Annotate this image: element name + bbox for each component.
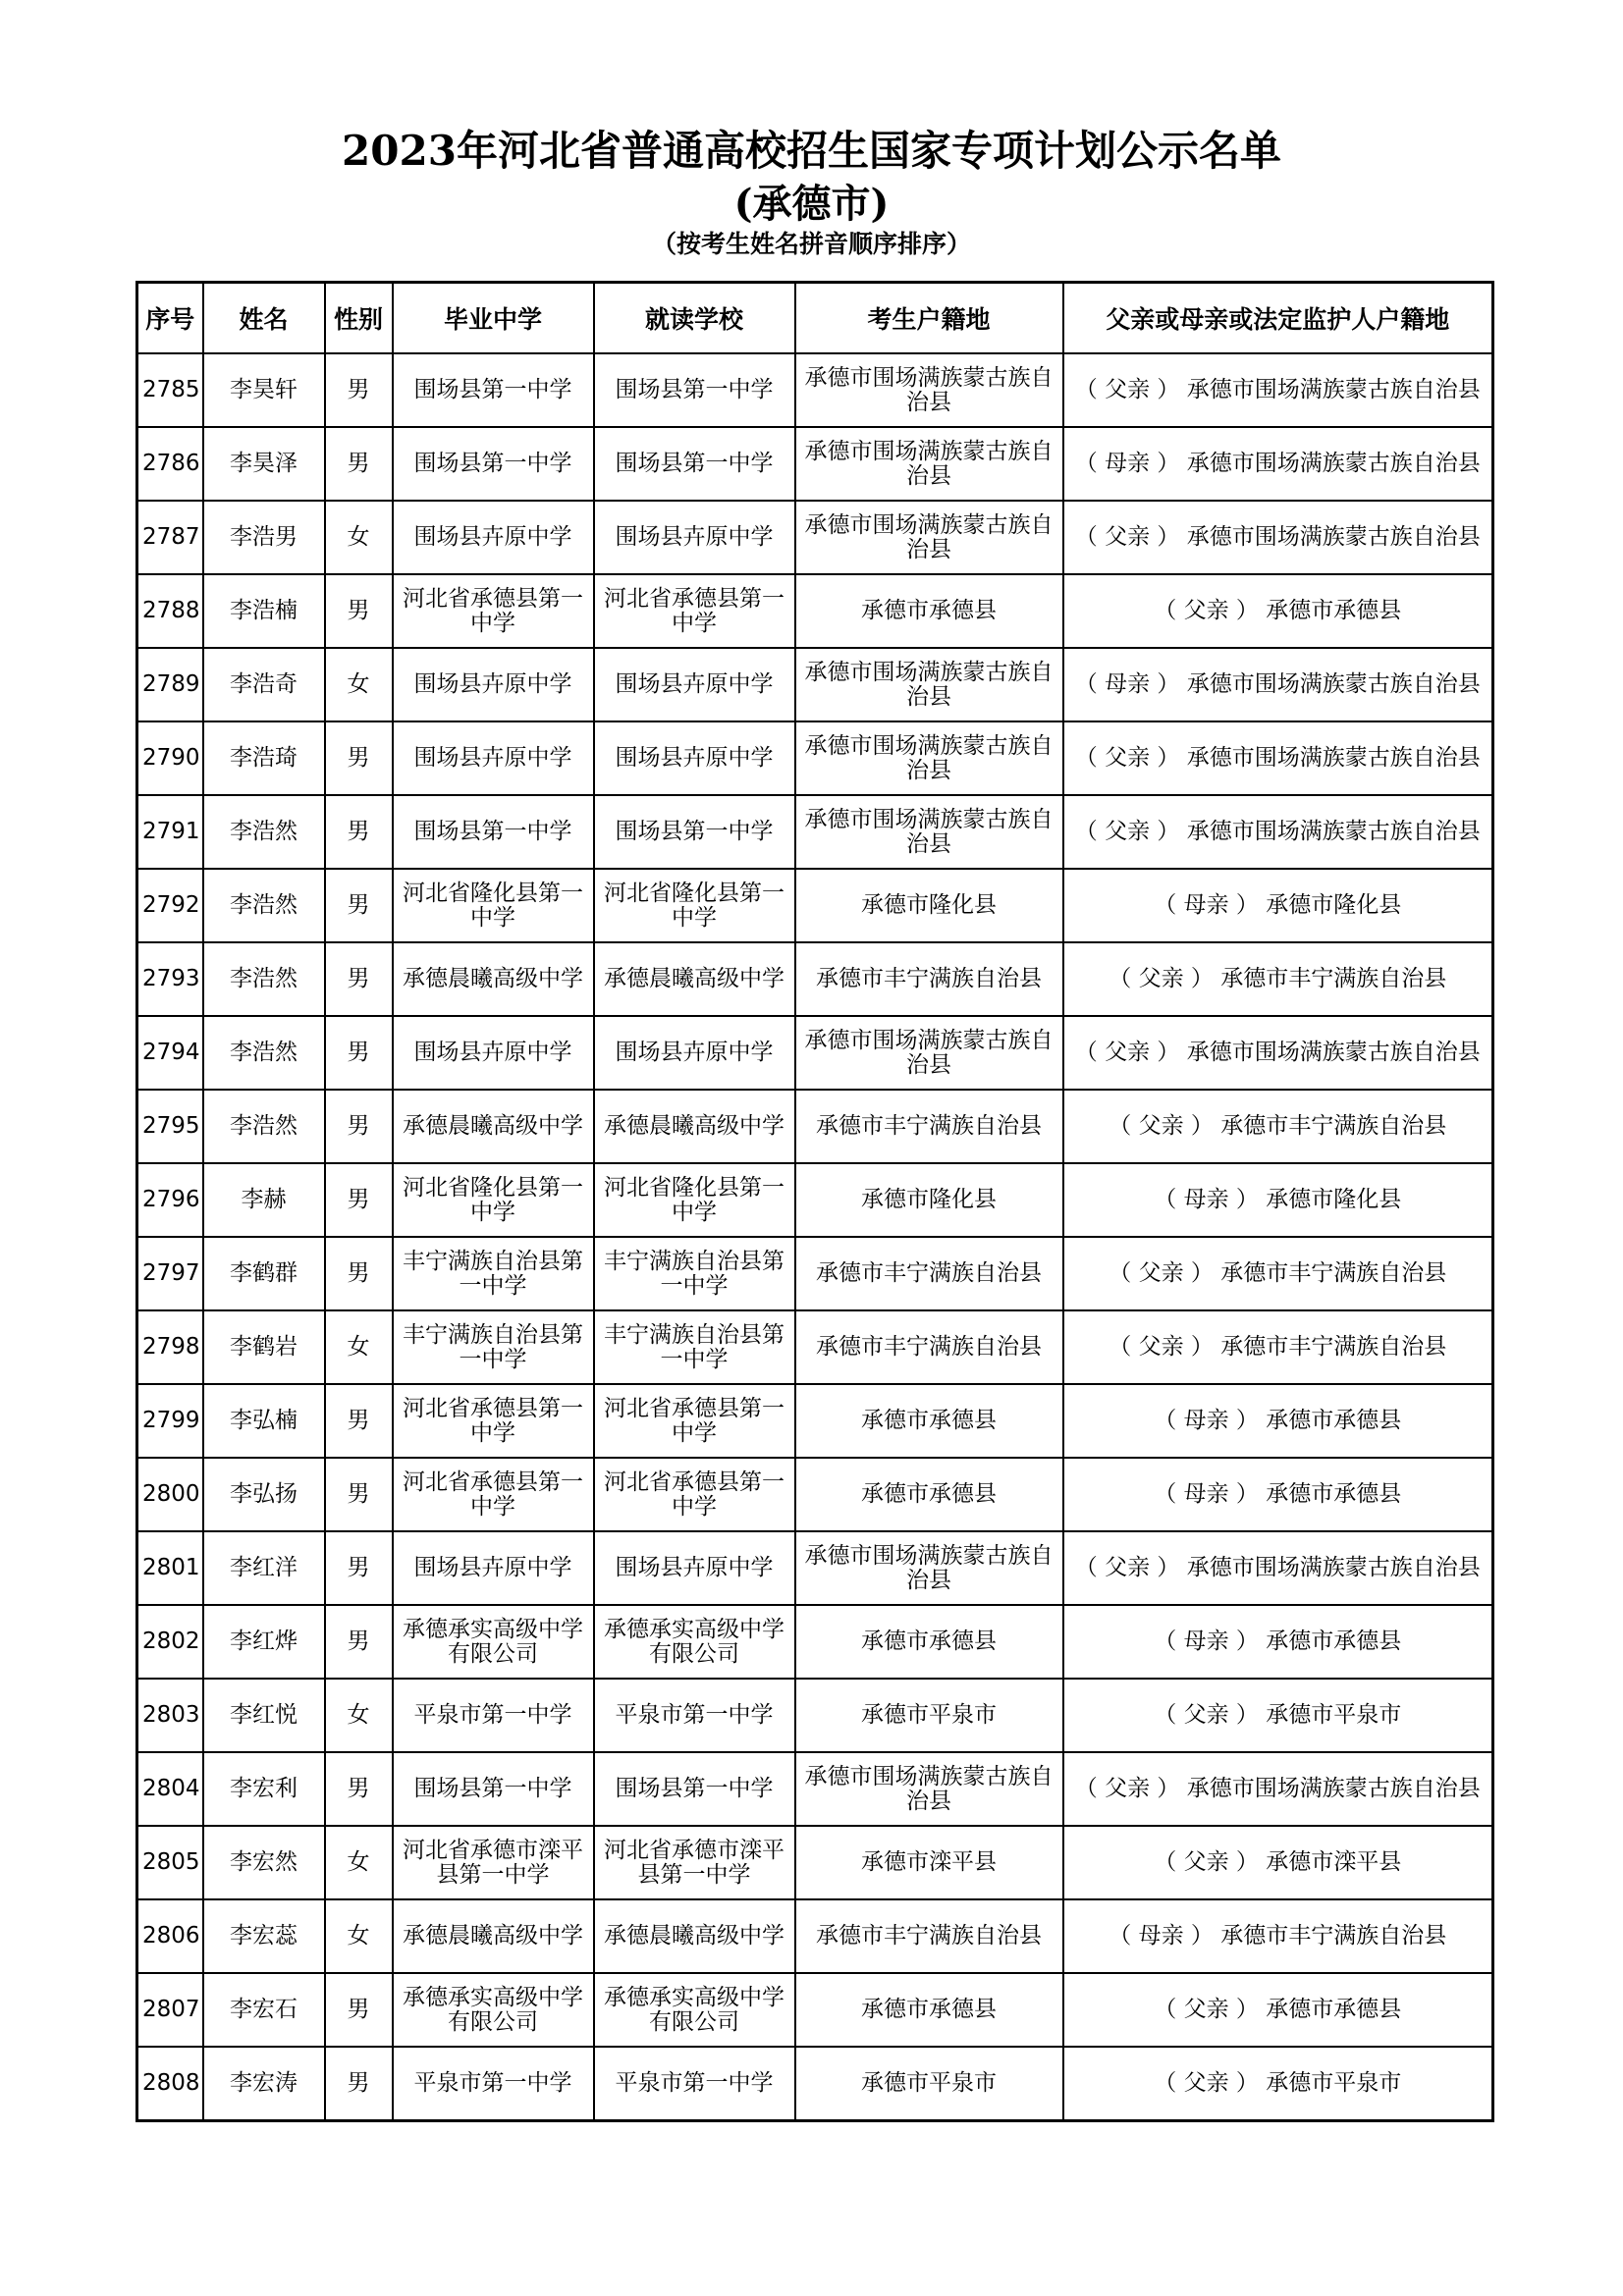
grad-school-cell: 河北省承德县第一中学 [393, 1458, 594, 1531]
parent-hukou-cell [1063, 1163, 1493, 1237]
table-row [137, 1531, 1493, 1605]
school-cell: 河北省隆化县第一中学 [594, 1163, 795, 1237]
parent-hukou-cell [1063, 1016, 1493, 1090]
parent-hukou-text: 承德市承德县 [1266, 1481, 1402, 1507]
gender-cell: 男 [325, 869, 393, 942]
seq-cell: 2786 [137, 427, 203, 501]
table-body [137, 353, 1493, 2121]
seq-cell: 2795 [137, 1090, 203, 1163]
parent-hukou-cell [1063, 1752, 1493, 1826]
seq-cell: 2796 [137, 1163, 203, 1237]
grad-school-cell: 承德承实高级中学有限公司 [393, 1973, 594, 2047]
relation-label: （ 母亲 ） [1109, 1923, 1214, 1949]
relation-label: （ 母亲 ） [1154, 1629, 1259, 1654]
grad-school-cell: 平泉市第一中学 [393, 1679, 594, 1752]
school-cell: 围场县卉原中学 [594, 501, 795, 574]
grad-school-cell: 承德晨曦高级中学 [393, 1090, 594, 1163]
col-header-gender: 性别 [325, 283, 393, 354]
parent-hukou-cell [1063, 1899, 1493, 1973]
name-cell: 李浩琦 [203, 721, 325, 795]
sort-note: （按考生姓名拼音顺序排序） [651, 230, 971, 258]
hukou-cell: 承德市平泉市 [795, 2047, 1063, 2121]
parent-hukou-cell [1063, 648, 1493, 721]
name-cell: 李浩然 [203, 942, 325, 1016]
table-row [137, 721, 1493, 795]
table-row [137, 1090, 1493, 1163]
seq-cell: 2794 [137, 1016, 203, 1090]
name-cell: 李鹤群 [203, 1237, 325, 1310]
school-cell: 丰宁满族自治县第一中学 [594, 1310, 795, 1384]
parent-hukou-cell [1063, 574, 1493, 648]
seq-cell: 2805 [137, 1826, 203, 1899]
parent-hukou-text: 承德市围场满族蒙古族自治县 [1186, 1776, 1481, 1801]
name-cell: 李宏蕊 [203, 1899, 325, 1973]
parent-hukou-text: 承德市丰宁满族自治县 [1220, 1923, 1447, 1949]
table-row [137, 501, 1493, 574]
name-cell: 李赫 [203, 1163, 325, 1237]
parent-hukou-cell [1063, 1679, 1493, 1752]
seq-cell: 2793 [137, 942, 203, 1016]
school-cell: 承德晨曦高级中学 [594, 1899, 795, 1973]
relation-label: （ 父亲 ） [1109, 1260, 1214, 1286]
parent-hukou-cell [1063, 501, 1493, 574]
name-cell: 李浩奇 [203, 648, 325, 721]
relation-label: （ 母亲 ） [1074, 671, 1180, 697]
school-cell: 承德晨曦高级中学 [594, 1090, 795, 1163]
parent-hukou-text: 承德市平泉市 [1266, 1702, 1402, 1728]
grad-school-cell: 围场县卉原中学 [393, 1016, 594, 1090]
seq-cell: 2789 [137, 648, 203, 721]
table-row [137, 1163, 1493, 1237]
name-cell: 李红洋 [203, 1531, 325, 1605]
parent-hukou-text: 承德市滦平县 [1266, 1849, 1402, 1875]
table-row [137, 1016, 1493, 1090]
relation-label: （ 父亲 ） [1074, 1555, 1180, 1580]
hukou-cell: 承德市承德县 [795, 574, 1063, 648]
parent-hukou-cell [1063, 942, 1493, 1016]
school-cell: 平泉市第一中学 [594, 2047, 795, 2121]
gender-cell: 男 [325, 1163, 393, 1237]
hukou-cell: 承德市承德县 [795, 1973, 1063, 2047]
name-cell: 李弘扬 [203, 1458, 325, 1531]
school-cell: 承德承实高级中学有限公司 [594, 1605, 795, 1679]
relation-label: （ 父亲 ） [1109, 1113, 1214, 1139]
grad-school-cell: 平泉市第一中学 [393, 2047, 594, 2121]
gender-cell: 女 [325, 1826, 393, 1899]
name-cell: 李宏然 [203, 1826, 325, 1899]
parent-hukou-text: 承德市丰宁满族自治县 [1220, 1334, 1447, 1360]
relation-label: （ 母亲 ） [1074, 451, 1180, 476]
school-cell: 承德承实高级中学有限公司 [594, 1973, 795, 2047]
school-cell: 围场县第一中学 [594, 427, 795, 501]
gender-cell: 男 [325, 795, 393, 869]
table-row [137, 427, 1493, 501]
name-cell: 李浩楠 [203, 574, 325, 648]
seq-cell: 2802 [137, 1605, 203, 1679]
hukou-cell: 承德市围场满族蒙古族自治县 [795, 795, 1063, 869]
col-header-grad-school: 毕业中学 [393, 283, 594, 354]
gender-cell: 男 [325, 1237, 393, 1310]
hukou-cell: 承德市围场满族蒙古族自治县 [795, 1752, 1063, 1826]
seq-cell: 2790 [137, 721, 203, 795]
parent-hukou-cell [1063, 1458, 1493, 1531]
name-cell: 李红悦 [203, 1679, 325, 1752]
grad-school-cell: 围场县第一中学 [393, 795, 594, 869]
school-cell: 河北省承德市滦平县第一中学 [594, 1826, 795, 1899]
parent-hukou-text: 承德市承德县 [1266, 598, 1402, 623]
parent-hukou-cell [1063, 1605, 1493, 1679]
relation-label: （ 父亲 ） [1154, 2070, 1259, 2096]
parent-hukou-text: 承德市承德县 [1266, 1408, 1402, 1433]
seq-cell: 2800 [137, 1458, 203, 1531]
parent-hukou-cell [1063, 353, 1493, 427]
relation-label: （ 父亲 ） [1074, 745, 1180, 771]
hukou-cell: 承德市丰宁满族自治县 [795, 942, 1063, 1016]
name-cell: 李浩然 [203, 1016, 325, 1090]
hukou-cell: 承德市围场满族蒙古族自治县 [795, 648, 1063, 721]
gender-cell: 男 [325, 353, 393, 427]
school-cell: 河北省承德县第一中学 [594, 1384, 795, 1458]
parent-hukou-cell [1063, 721, 1493, 795]
parent-hukou-cell [1063, 1090, 1493, 1163]
table-row [137, 1458, 1493, 1531]
hukou-cell: 承德市隆化县 [795, 869, 1063, 942]
hukou-cell: 承德市丰宁满族自治县 [795, 1310, 1063, 1384]
parent-hukou-cell [1063, 1531, 1493, 1605]
parent-hukou-text: 承德市隆化县 [1266, 892, 1402, 918]
school-cell: 平泉市第一中学 [594, 1679, 795, 1752]
parent-hukou-cell [1063, 427, 1493, 501]
parent-hukou-text: 承德市隆化县 [1266, 1187, 1402, 1212]
grad-school-cell: 承德承实高级中学有限公司 [393, 1605, 594, 1679]
school-cell: 围场县第一中学 [594, 353, 795, 427]
table-row [137, 574, 1493, 648]
grad-school-cell: 河北省隆化县第一中学 [393, 869, 594, 942]
grad-school-cell: 承德晨曦高级中学 [393, 942, 594, 1016]
name-cell: 李浩然 [203, 795, 325, 869]
relation-label: （ 父亲 ） [1074, 1776, 1180, 1801]
table-header-row [137, 283, 1493, 354]
parent-hukou-text: 承德市围场满族蒙古族自治县 [1186, 671, 1481, 697]
parent-hukou-text: 承德市围场满族蒙古族自治县 [1186, 745, 1481, 771]
parent-hukou-cell [1063, 1973, 1493, 2047]
name-cell: 李宏利 [203, 1752, 325, 1826]
relation-label: （ 父亲 ） [1154, 1997, 1259, 2022]
parent-hukou-cell [1063, 1384, 1493, 1458]
table-row [137, 1679, 1493, 1752]
gender-cell: 男 [325, 2047, 393, 2121]
name-cell: 李浩然 [203, 869, 325, 942]
parent-hukou-text: 承德市围场满族蒙古族自治县 [1186, 524, 1481, 550]
seq-cell: 2807 [137, 1973, 203, 2047]
seq-cell: 2788 [137, 574, 203, 648]
parent-hukou-cell [1063, 2047, 1493, 2121]
name-cell: 李鹤岩 [203, 1310, 325, 1384]
school-cell: 围场县第一中学 [594, 1752, 795, 1826]
relation-label: （ 父亲 ） [1074, 1040, 1180, 1065]
parent-hukou-text: 承德市丰宁满族自治县 [1220, 966, 1447, 991]
school-cell: 围场县卉原中学 [594, 721, 795, 795]
gender-cell: 男 [325, 1384, 393, 1458]
col-header-school: 就读学校 [594, 283, 795, 354]
school-cell: 河北省承德县第一中学 [594, 1458, 795, 1531]
grad-school-cell: 围场县第一中学 [393, 353, 594, 427]
gender-cell: 男 [325, 721, 393, 795]
name-cell: 李浩男 [203, 501, 325, 574]
gender-cell: 男 [325, 1973, 393, 2047]
parent-hukou-cell [1063, 1310, 1493, 1384]
relation-label: （ 母亲 ） [1154, 1187, 1259, 1212]
grad-school-cell: 围场县第一中学 [393, 427, 594, 501]
relation-label: （ 父亲 ） [1109, 1334, 1214, 1360]
parent-hukou-text: 承德市承德县 [1266, 1997, 1402, 2022]
school-cell: 围场县卉原中学 [594, 1016, 795, 1090]
seq-cell: 2787 [137, 501, 203, 574]
table-row [137, 1237, 1493, 1310]
gender-cell: 男 [325, 427, 393, 501]
relation-label: （ 父亲 ） [1154, 1849, 1259, 1875]
hukou-cell: 承德市围场满族蒙古族自治县 [795, 427, 1063, 501]
grad-school-cell: 承德晨曦高级中学 [393, 1899, 594, 1973]
gender-cell: 男 [325, 1605, 393, 1679]
name-cell: 李浩然 [203, 1090, 325, 1163]
col-header-seq: 序号 [137, 283, 203, 354]
relation-label: （ 父亲 ） [1074, 819, 1180, 844]
seq-cell: 2804 [137, 1752, 203, 1826]
name-cell: 李弘楠 [203, 1384, 325, 1458]
grad-school-cell: 河北省隆化县第一中学 [393, 1163, 594, 1237]
hukou-cell: 承德市承德县 [795, 1458, 1063, 1531]
parent-hukou-cell [1063, 1237, 1493, 1310]
relation-label: （ 母亲 ） [1154, 892, 1259, 918]
gender-cell: 男 [325, 574, 393, 648]
gender-cell: 女 [325, 1899, 393, 1973]
parent-hukou-text: 承德市丰宁满族自治县 [1220, 1260, 1447, 1286]
seq-cell: 2801 [137, 1531, 203, 1605]
parent-hukou-text: 承德市围场满族蒙古族自治县 [1186, 1555, 1481, 1580]
seq-cell: 2808 [137, 2047, 203, 2121]
grad-school-cell: 丰宁满族自治县第一中学 [393, 1237, 594, 1310]
seq-cell: 2806 [137, 1899, 203, 1973]
grad-school-cell: 围场县卉原中学 [393, 1531, 594, 1605]
hukou-cell: 承德市围场满族蒙古族自治县 [795, 721, 1063, 795]
relation-label: （ 母亲 ） [1154, 1408, 1259, 1433]
table-row [137, 795, 1493, 869]
table-row [137, 942, 1493, 1016]
gender-cell: 女 [325, 1310, 393, 1384]
table-row [137, 1826, 1493, 1899]
parent-hukou-text: 承德市围场满族蒙古族自治县 [1186, 819, 1481, 844]
col-header-parent-hukou: 父亲或母亲或法定监护人户籍地 [1063, 283, 1493, 354]
grad-school-cell: 围场县卉原中学 [393, 501, 594, 574]
school-cell: 河北省隆化县第一中学 [594, 869, 795, 942]
relation-label: （ 父亲 ） [1074, 524, 1180, 550]
hukou-cell: 承德市承德县 [795, 1384, 1063, 1458]
school-cell: 围场县第一中学 [594, 795, 795, 869]
table-row [137, 2047, 1493, 2121]
candidate-table [135, 281, 1494, 2122]
seq-cell: 2785 [137, 353, 203, 427]
hukou-cell: 承德市隆化县 [795, 1163, 1063, 1237]
col-header-name: 姓名 [203, 283, 325, 354]
seq-cell: 2799 [137, 1384, 203, 1458]
grad-school-cell: 围场县卉原中学 [393, 721, 594, 795]
hukou-cell: 承德市承德县 [795, 1605, 1063, 1679]
table-row [137, 1752, 1493, 1826]
table-row [137, 1310, 1493, 1384]
table-row [137, 1973, 1493, 2047]
parent-hukou-cell [1063, 795, 1493, 869]
table-row [137, 869, 1493, 942]
hukou-cell: 承德市丰宁满族自治县 [795, 1237, 1063, 1310]
table-row [137, 353, 1493, 427]
school-cell: 围场县卉原中学 [594, 648, 795, 721]
relation-label: （ 父亲 ） [1074, 377, 1180, 402]
grad-school-cell: 围场县卉原中学 [393, 648, 594, 721]
gender-cell: 男 [325, 1090, 393, 1163]
relation-label: （ 父亲 ） [1109, 966, 1214, 991]
table-row [137, 1899, 1493, 1973]
name-cell: 李红烨 [203, 1605, 325, 1679]
gender-cell: 男 [325, 1016, 393, 1090]
gender-cell: 女 [325, 1679, 393, 1752]
grad-school-cell: 河北省承德市滦平县第一中学 [393, 1826, 594, 1899]
parent-hukou-text: 承德市平泉市 [1266, 2070, 1402, 2096]
grad-school-cell: 河北省承德县第一中学 [393, 1384, 594, 1458]
gender-cell: 男 [325, 1531, 393, 1605]
hukou-cell: 承德市丰宁满族自治县 [795, 1090, 1063, 1163]
hukou-cell: 承德市丰宁满族自治县 [795, 1899, 1063, 1973]
school-cell: 河北省承德县第一中学 [594, 574, 795, 648]
parent-hukou-text: 承德市丰宁满族自治县 [1220, 1113, 1447, 1139]
page-subtitle: (承德市) [733, 181, 890, 227]
name-cell: 李宏石 [203, 1973, 325, 2047]
table-row [137, 1605, 1493, 1679]
gender-cell: 女 [325, 648, 393, 721]
relation-label: （ 母亲 ） [1154, 1481, 1259, 1507]
parent-hukou-text: 承德市承德县 [1266, 1629, 1402, 1654]
hukou-cell: 承德市围场满族蒙古族自治县 [795, 1531, 1063, 1605]
table-row [137, 1384, 1493, 1458]
col-header-hukou: 考生户籍地 [795, 283, 1063, 354]
name-cell: 李宏涛 [203, 2047, 325, 2121]
school-cell: 承德晨曦高级中学 [594, 942, 795, 1016]
hukou-cell: 承德市滦平县 [795, 1826, 1063, 1899]
seq-cell: 2803 [137, 1679, 203, 1752]
name-cell: 李昊轩 [203, 353, 325, 427]
page-title: 2023年河北省普通高校招生国家专项计划公示名单 [342, 127, 1281, 175]
name-cell: 李昊泽 [203, 427, 325, 501]
gender-cell: 男 [325, 1752, 393, 1826]
school-cell: 围场县卉原中学 [594, 1531, 795, 1605]
parent-hukou-cell [1063, 869, 1493, 942]
school-cell: 丰宁满族自治县第一中学 [594, 1237, 795, 1310]
relation-label: （ 父亲 ） [1154, 1702, 1259, 1728]
gender-cell: 男 [325, 1458, 393, 1531]
hukou-cell: 承德市围场满族蒙古族自治县 [795, 501, 1063, 574]
hukou-cell: 承德市围场满族蒙古族自治县 [795, 1016, 1063, 1090]
seq-cell: 2791 [137, 795, 203, 869]
gender-cell: 男 [325, 942, 393, 1016]
parent-hukou-text: 承德市围场满族蒙古族自治县 [1186, 1040, 1481, 1065]
hukou-cell: 承德市围场满族蒙古族自治县 [795, 353, 1063, 427]
parent-hukou-text: 承德市围场满族蒙古族自治县 [1186, 377, 1481, 402]
seq-cell: 2798 [137, 1310, 203, 1384]
relation-label: （ 父亲 ） [1154, 598, 1259, 623]
parent-hukou-cell [1063, 1826, 1493, 1899]
seq-cell: 2797 [137, 1237, 203, 1310]
grad-school-cell: 河北省承德县第一中学 [393, 574, 594, 648]
seq-cell: 2792 [137, 869, 203, 942]
gender-cell: 女 [325, 501, 393, 574]
hukou-cell: 承德市平泉市 [795, 1679, 1063, 1752]
grad-school-cell: 丰宁满族自治县第一中学 [393, 1310, 594, 1384]
parent-hukou-text: 承德市围场满族蒙古族自治县 [1186, 451, 1481, 476]
table-row [137, 648, 1493, 721]
grad-school-cell: 围场县第一中学 [393, 1752, 594, 1826]
